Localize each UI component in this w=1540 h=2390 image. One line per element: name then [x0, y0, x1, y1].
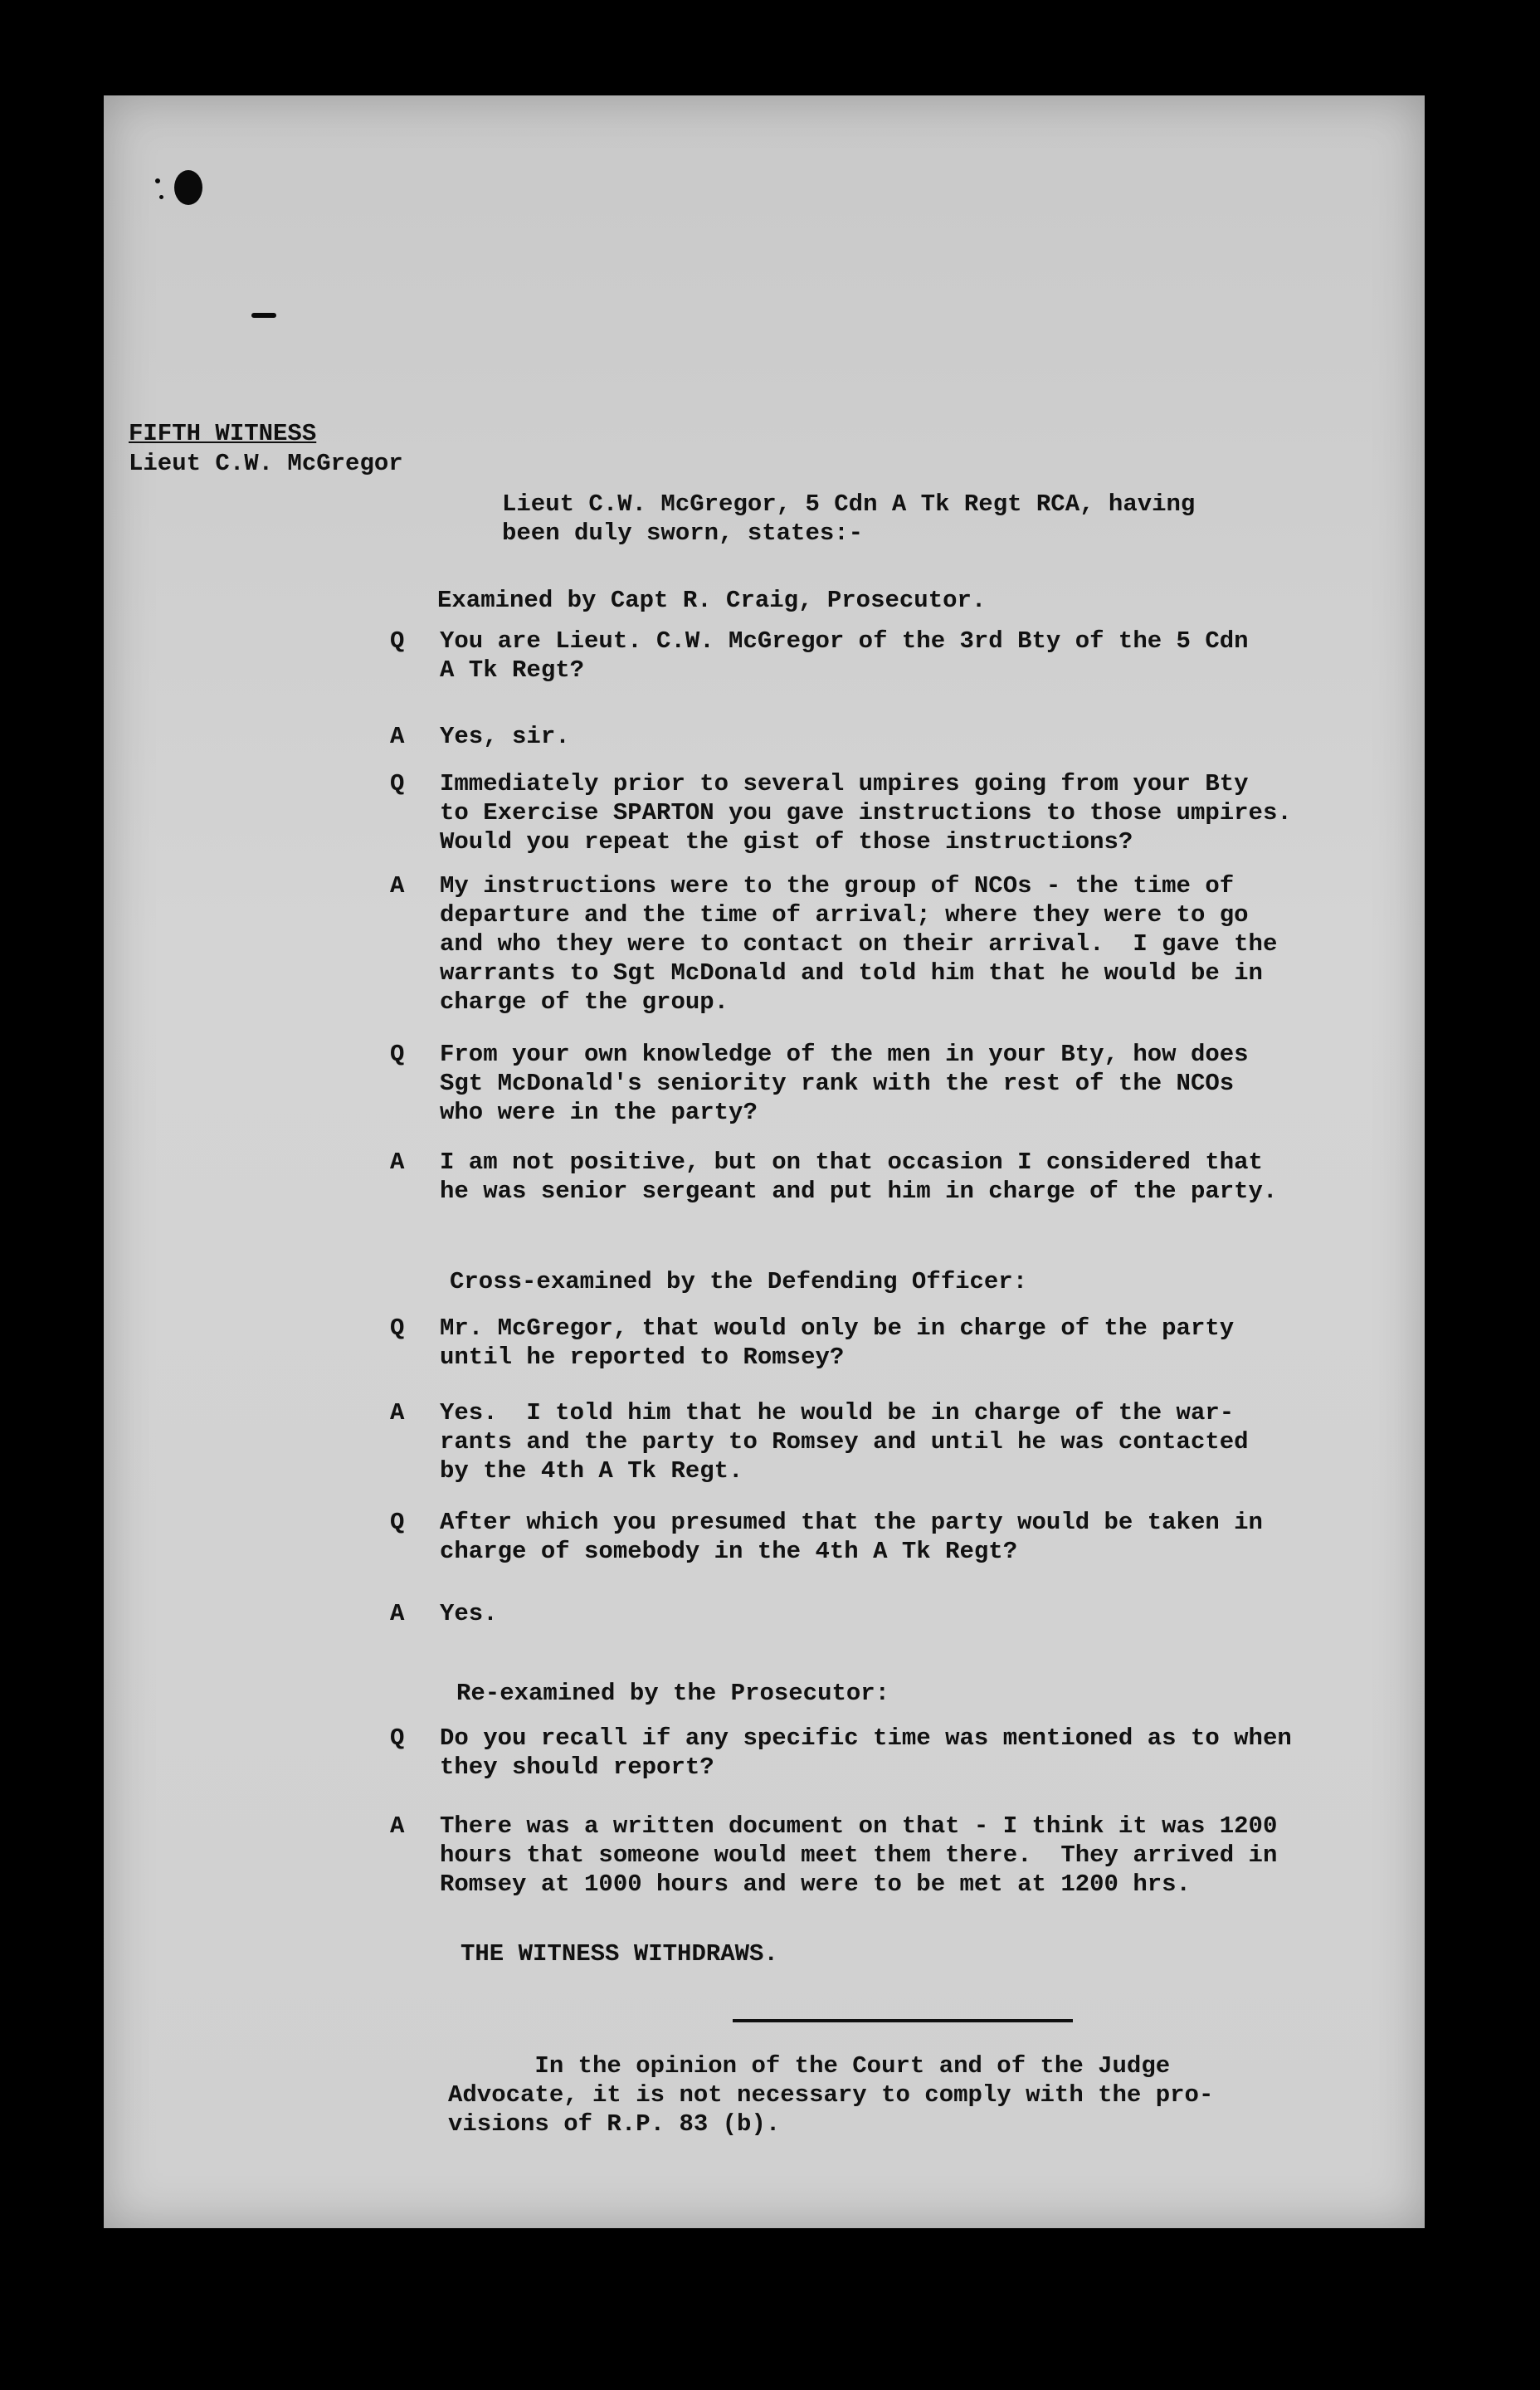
cross-examined-line: Cross-examined by the Defending Officer:	[450, 1268, 1028, 1295]
question-text: Do you recall if any specific time was mentioned as to when they should report?	[440, 1724, 1292, 1781]
answer-text: Yes.	[440, 1600, 498, 1627]
examined-by-line: Examined by Capt R. Craig, Prosecutor.	[437, 587, 987, 614]
intro-statement: Lieut C.W. McGregor, 5 Cdn A Tk Regt RCA, having been duly sworn, states:-	[502, 490, 1196, 547]
question-text: You are Lieut. C.W. McGregor of the 3rd Bty of the 5 Cdn A Tk Regt?	[440, 627, 1249, 684]
question-marker: Q	[390, 1724, 405, 1752]
witness-withdraws: THE WITNESS WITHDRAWS.	[461, 1940, 778, 1968]
question-text: Immediately prior to several umpires going from your Bty to Exercise SPARTON you gave instructions to those umpires. Would you repeat the gist of those instructions?	[440, 770, 1292, 856]
ink-dash	[251, 313, 276, 318]
qa-exchange	[390, 1040, 1411, 1131]
qa-exchange	[390, 627, 1411, 693]
answer-text: There was a written document on that - I think it was 1200 hours that someone would meet them there. They arrived in Romsey at 1000 hours and were to be met at 1200 hrs.	[440, 1812, 1278, 1898]
ink-speck	[155, 178, 160, 183]
witness-name: Lieut C.W. McGregor	[129, 450, 403, 477]
answer-text: I am not positive, but on that occasion I considered that he was senior sergeant and put him in charge of the party.	[440, 1149, 1278, 1205]
question-text: Mr. McGregor, that would only be in charge of the party until he reported to Romsey?	[440, 1314, 1235, 1371]
answer-marker: A	[390, 872, 405, 900]
question-marker: Q	[390, 1041, 405, 1068]
qa-exchange	[390, 769, 1411, 861]
qa-exchange	[390, 1508, 1411, 1574]
witness-title: FIFTH WITNESS	[129, 420, 317, 447]
question-marker: Q	[390, 770, 405, 797]
re-examined-line: Re-examined by the Prosecutor:	[456, 1680, 890, 1707]
qa-exchange	[390, 1398, 1411, 1490]
answer-marker: A	[390, 1399, 405, 1427]
qa-exchange	[390, 1314, 1411, 1380]
qa-exchange	[390, 1599, 1411, 1632]
question-text: From your own knowledge of the men in your Bty, how does Sgt McDonald's seniority rank with the rest of the NCOs who were in the party?	[440, 1041, 1249, 1126]
answer-text: Yes. I told him that he would be in charge of the war- rants and the party to Romsey and until he was contacted by the 4th A Tk Regt.	[440, 1399, 1249, 1485]
question-marker: Q	[390, 1314, 405, 1342]
qa-exchange	[390, 722, 1411, 755]
witness-heading	[129, 419, 403, 479]
answer-marker: A	[390, 723, 405, 750]
answer-text: My instructions were to the group of NCOs - the time of departure and the time of arrival; where they were to go and who they were to contact on their arrival. I gave the warrants to Sgt McDonald and told him that he would be in charge of the group.	[440, 872, 1278, 1016]
qa-exchange	[390, 1812, 1419, 1903]
question-marker: Q	[390, 1509, 405, 1536]
qa-exchange	[390, 1148, 1411, 1214]
section-divider	[733, 2019, 1073, 2022]
answer-text: Yes, sir.	[440, 723, 570, 750]
qa-exchange	[390, 871, 1411, 1021]
question-text: After which you presumed that the party would be taken in charge of somebody in the 4th A Tk Regt?	[440, 1509, 1263, 1565]
closing-note: In the opinion of the Court and of the Judge Advocate, it is not necessary to comply with the pro- visions of R.P. 83 (b).	[448, 2052, 1214, 2138]
answer-marker: A	[390, 1600, 405, 1627]
answer-marker: A	[390, 1812, 405, 1840]
ink-blot	[174, 170, 202, 205]
question-marker: Q	[390, 627, 405, 655]
document-page	[104, 95, 1425, 2228]
qa-exchange	[390, 1724, 1419, 1790]
ink-speck	[159, 195, 163, 199]
answer-marker: A	[390, 1149, 405, 1176]
